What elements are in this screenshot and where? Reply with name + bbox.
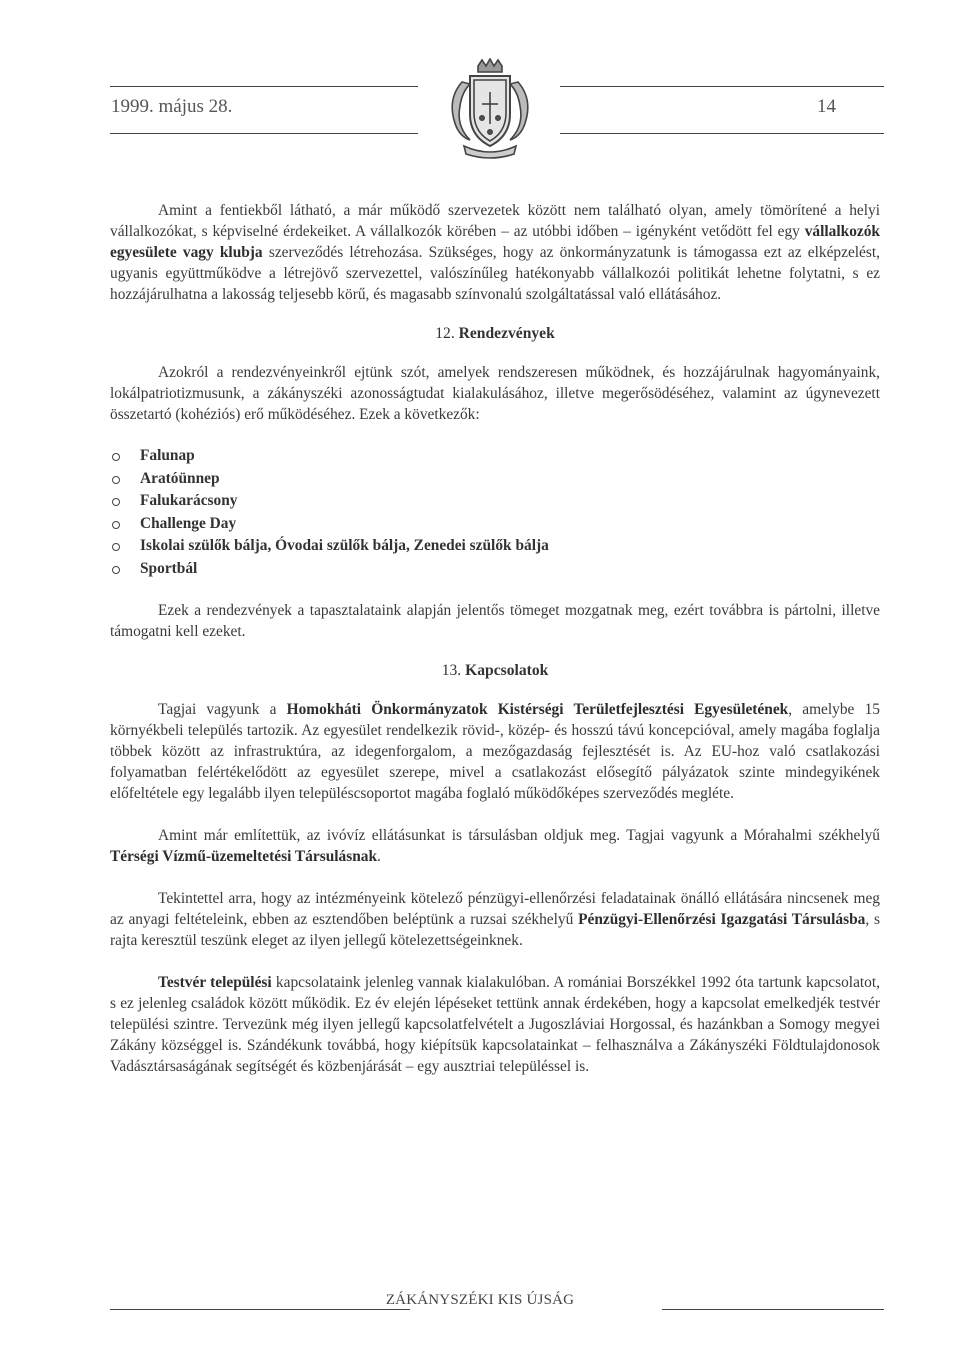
paragraph-sister-towns: Testvér települési kapcsolataink jelenleg vannak kialakulóban. A romániai Borszékkel 1992 óta tartunk kapcsolatot, s ez jelenleg családok között működik. Ez év elején lépéseket tettünk annak érdekében, hogy a kapcsolat emelkedjék testvér települési szintre. Tervezünk még ilyen jellegű kapcsolatfelvételt a Jugoszláviai Horgossal, és hazánkban a Somogy megyei Zákány községgel is. Szándékunk továbbá, hogy kiépítsük kapcsolatainkat – felhasználva a Zákányszéki Földtulajdonosok Vadásztársaságának segítségét és közbenjárását – egy ausztriai településsel is.: [110, 974, 880, 1075]
bullet-icon: [112, 476, 120, 484]
header-date: 1999. május 28.: [111, 96, 233, 117]
list-item: Aratóünnep: [110, 468, 880, 491]
paragraph-events-intro: Azokról a rendezvényeinkről ejtünk szót, amelyek rendszeresen működnek, és hozzájárulnak hagyományaink, lokálpatriotizmusunk, a zákányszéki azonosságtudat kialakulásához, illetve megerősödéséhez, valamint az úgynevezett összetartó (kohéziós) erő működéséhez. Ezek a következők:: [110, 364, 880, 423]
list-item: Sportbál: [110, 558, 880, 581]
list-item: Falukarácsony: [110, 490, 880, 513]
coat-of-arms-emblem-icon: [440, 58, 540, 162]
bullet-icon: [112, 566, 120, 574]
paragraph-events-summary: Ezek a rendezvények a tapasztalataink alapján jelentős tömeget mozgatnak meg, ezért továbbra is pártolni, illetve támogatni kell ezeket.: [110, 602, 880, 640]
events-list: [110, 445, 880, 580]
footer-rule-right: [662, 1309, 884, 1310]
list-item: Iskolai szülők bálja, Óvodai szülők bálja, Zenedei szülők bálja: [110, 535, 880, 558]
bullet-icon: [112, 453, 120, 461]
bold-homokhati-association: Homokháti Önkormányzatok Kistérségi Területfejlesztési Egyesületének: [286, 701, 789, 718]
header-rule-top-left: [110, 86, 418, 87]
paragraph-financial-control: Tekintettel arra, hogy az intézményeink kötelező pénzügyi-ellenőrzési feladatainak önálló ellátására nincsenek meg az anyagi feltételeink, ebben az esztendőben beléptünk a ruzsai székhelyű Pénzügyi-Ellenőrzési Igazgatási Társulásba, s rajta keresztül teszünk eleget az ilyen jellegű kötelezettségeinknek.: [110, 890, 880, 949]
list-item: Challenge Day: [110, 513, 880, 536]
bold-financial-association: Pénzügyi-Ellenőrzési Igazgatási Társulásba: [578, 911, 866, 928]
paragraph-homokhati: Tagjai vagyunk a Homokháti Önkormányzatok Kistérségi Területfejlesztési Egyesületének, amelybe 15 környékbeli település tartozik. Az egyesület rendelkezik rövid-, közép- és hosszú távú koncepcióval, amely magába foglalja többek között az infrastruktúra, az idegenforgalom, a mezőgazdaság fejlesztését is. Az EU-hoz való csatlakozási folyamatban felértékelődött az egyesület szerepe, mivel a csatlakozást elősegítő pályázatok szinte mindegyikének előfeltétele egy legalább ilyen településcsoportot magába foglaló működőképes szerveződés megléte.: [110, 701, 880, 802]
header-page-number: 14: [817, 96, 836, 117]
paragraph-entrepreneurs: Amint a fentiekből látható, a már működő szervezetek között nem található olyan, amely tömörítené a helyi vállalkozókat, s képviselné érdekeiket. A vállalkozók körében – az utóbbi időben – igényként vetődött fel egy vállalkozók egyesülete vagy klubja szerveződés létrehozása. Szükséges, hogy az önkormányzatunk is támogassa ezt az elképzelést, ugyanis együttműködve a létrejövő szervezettel, valószínűleg hatékonyabb vállalkozói politikát lehetne folytatni, s ez hozzájárulhatna a lakosság teljesebb körű, és magasabb színvonalú szolgáltatással való ellátásához.: [110, 202, 881, 303]
bold-entrepreneurs-club: vállalkozók egyesülete vagy klubja: [110, 223, 880, 261]
footer-publication-title: ZÁKÁNYSZÉKI KIS ÚJSÁG: [385, 1292, 575, 1308]
bold-water-utility: Térségi Vízmű-üzemeltetési Társulásnak: [110, 848, 378, 865]
bullet-icon: [112, 543, 120, 551]
paragraph-water-utility: Amint már említettük, az ivóvíz ellátásunkat is társulásban oldjuk meg. Tagjai vagyunk a Mórahalmi székhelyű Térségi Vízmű-üzemeltetési Társulásnak.: [110, 827, 880, 865]
bold-sister-towns: Testvér települési: [158, 974, 272, 991]
list-item: Falunap: [110, 445, 880, 468]
header-rule-bottom-right: [560, 133, 884, 134]
bullet-icon: [112, 498, 120, 506]
header-rule-top-right: [560, 86, 884, 87]
section-heading-13: 13. Kapcsolatok: [441, 662, 549, 679]
section-heading-12: 12. Rendezvények: [435, 325, 555, 342]
header-rule-bottom-left: [110, 133, 418, 134]
article-body: [110, 200, 880, 1077]
bullet-icon: [112, 521, 120, 529]
footer-rule-left: [110, 1309, 410, 1310]
